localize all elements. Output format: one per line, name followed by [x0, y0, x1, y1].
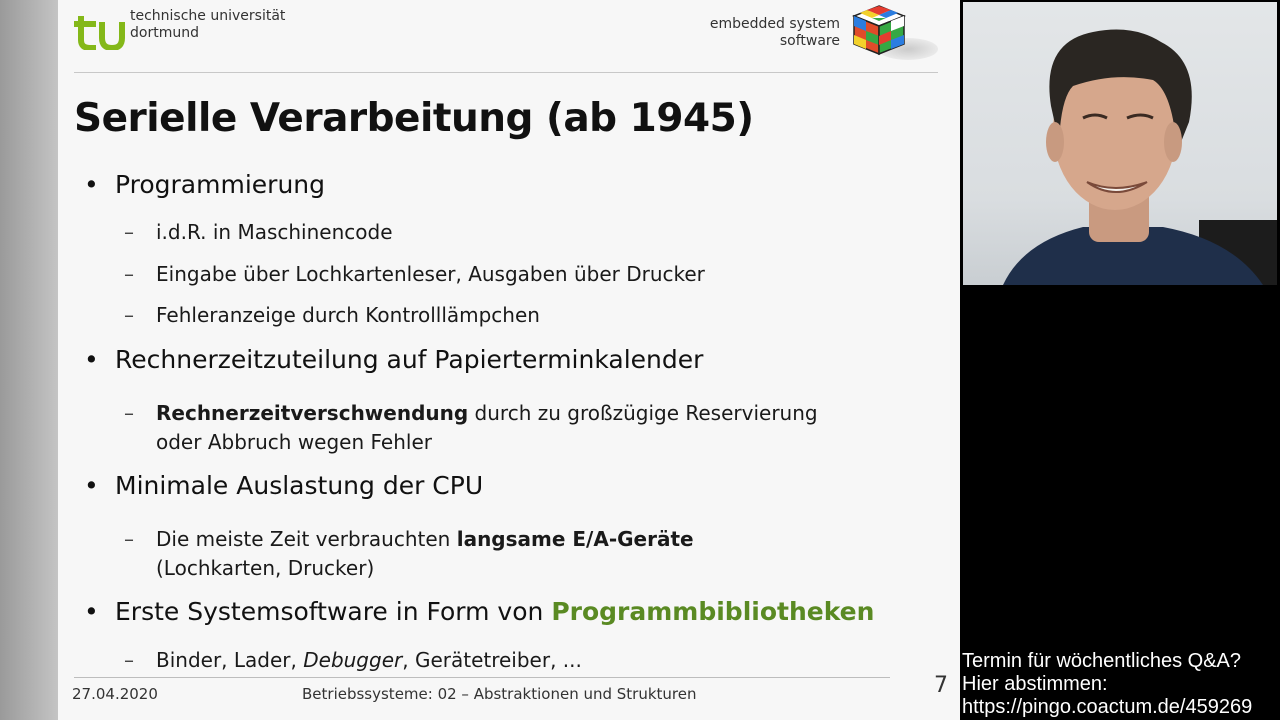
slide-page-number: 7: [934, 673, 948, 698]
presentation-slide: [58, 0, 960, 720]
overlay-line-question: Termin für wöchentliches Q&A?: [962, 650, 1242, 672]
rubiks-cube-icon: [850, 4, 908, 58]
sub-bullet-italic: Debugger: [303, 648, 403, 672]
bullet-programmierung: [84, 170, 325, 199]
sub-bullet: [124, 646, 582, 675]
sub-bullet-text: Eingabe über Lochkartenleser, Ausgaben über Drucker: [156, 262, 705, 286]
bullet-text: Minimale Auslastung der CPU: [115, 471, 484, 500]
presenter-video-icon: [963, 2, 1277, 285]
bullet-dot: •: [84, 471, 99, 500]
bullet-dot: •: [84, 345, 99, 374]
dash-marker: –: [124, 648, 134, 672]
sub-bullet-text: Binder, Lader,: [156, 648, 304, 672]
poll-link[interactable]: https://pingo.coactum.de/459269: [962, 696, 1253, 718]
sub-bullet-text: Die meiste Zeit verbrauchten: [156, 527, 457, 551]
sub-bullet-text: durch zu großzügige Reservierung: [468, 401, 818, 425]
bullet-text: Erste Systemsoftware in Form von: [115, 597, 552, 626]
bullet-rechnerzeit: [84, 345, 703, 374]
sub-bullet-text: Fehleranzeige durch Kontrolllämpchen: [156, 303, 540, 327]
footer-divider: [74, 677, 890, 678]
sub-bullet-continuation: (Lochkarten, Drucker): [156, 556, 375, 580]
bullet-text: Rechnerzeitzuteilung auf Papierterminkalender: [115, 345, 704, 374]
university-name-line2: dortmund: [130, 25, 199, 41]
group-name-line2: software: [779, 33, 840, 49]
sub-bullet: [124, 301, 540, 330]
sub-bullet-continuation: oder Abbruch wegen Fehler: [156, 430, 432, 454]
university-name: [130, 8, 285, 42]
group-name: [710, 16, 840, 50]
university-name-line1: technische universität: [130, 8, 286, 24]
dash-marker: –: [124, 401, 134, 425]
overlay-line-instruction: Hier abstimmen:: [962, 673, 1108, 695]
qa-poll-overlay: [962, 650, 1280, 719]
sub-bullet: [124, 399, 818, 457]
dash-marker: –: [124, 303, 134, 327]
window-left-margin: [0, 0, 58, 720]
dash-marker: –: [124, 220, 134, 244]
bullet-systemsoftware: [84, 597, 874, 626]
sub-bullet-bold: Rechnerzeitverschwendung: [156, 401, 469, 425]
sub-bullet: [124, 218, 393, 247]
sub-bullet-bold: langsame E/A-Geräte: [456, 527, 694, 551]
bullet-text: Programmierung: [115, 170, 325, 199]
dash-marker: –: [124, 527, 134, 551]
sub-bullet-text: i.d.R. in Maschinencode: [156, 220, 393, 244]
bullet-dot: •: [84, 597, 99, 626]
dash-marker: –: [124, 262, 134, 286]
tu-logo-icon: [74, 14, 128, 50]
footer-course-title: Betriebssysteme: 02 – Abstraktionen und Strukturen: [302, 685, 697, 703]
bullet-dot: •: [84, 170, 99, 199]
highlighted-term: Programmbibliotheken: [551, 597, 875, 626]
slide-title: Serielle Verarbeitung (ab 1945): [74, 96, 754, 141]
footer-date: 27.04.2020: [72, 685, 158, 703]
group-name-line1: embedded system: [709, 16, 840, 32]
sub-bullet: [124, 525, 694, 583]
header-divider: [74, 72, 938, 73]
webcam-presenter: [963, 2, 1277, 285]
bullet-cpu-auslastung: [84, 471, 483, 500]
sub-bullet-text: , Gerätetreiber, ...: [402, 648, 582, 672]
sub-bullet: [124, 260, 705, 289]
